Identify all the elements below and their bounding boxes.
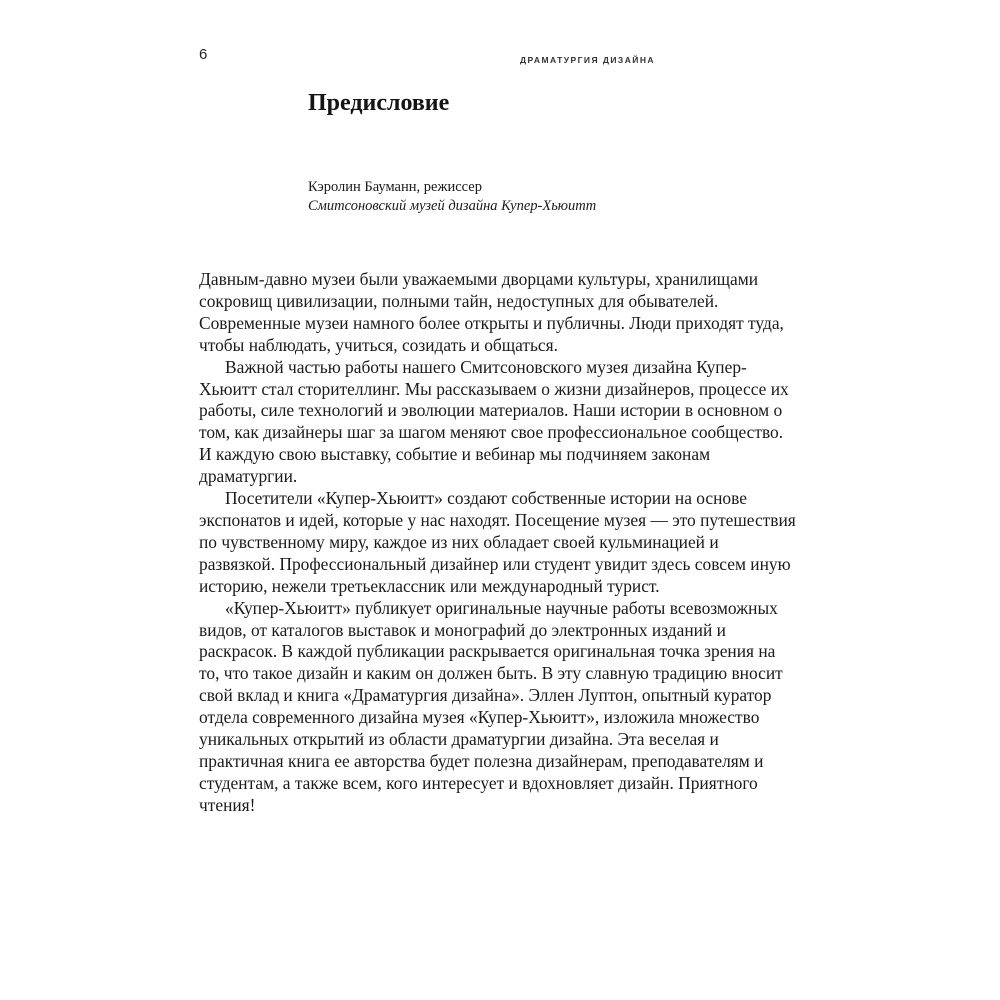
- running-head: ДРАМАТУРГИЯ ДИЗАЙНА: [520, 55, 656, 65]
- page-number: 6: [199, 46, 208, 63]
- byline-affiliation: Смитсоновский музей дизайна Купер-Хьюитт: [308, 198, 597, 214]
- body-text: [199, 269, 799, 817]
- body-paragraph: Важной частью работы нашего Смитсоновского музея дизайна Купер-Хьюитт стал сторителлинг. Мы рассказываем о жизни дизайнеров, процессе их работы, силе технологий и эволюции материалов. Наши истории в основном о том, как дизайнеры шаг за шагом меняют свое профессиональное сообщество. И каждую свою выставку, событие и вебинар мы подчиняем законам драматургии.: [199, 356, 789, 487]
- body-paragraph: Посетители «Купер-Хьюитт» создают собственные истории на основе экспонатов и идей, которые у нас находят. Посещение музея — это путешествия по чувственному миру, каждое из них обладает своей кульминацией и развязкой. Профессиональный дизайнер или студент увидит здесь совсем иную историю, нежели третьеклассник или международный турист.: [199, 488, 796, 596]
- byline-author: Кэролин Бауманн, режиссер: [308, 179, 482, 195]
- page-title: Предисловие: [308, 90, 450, 117]
- byline: [308, 178, 728, 216]
- body-paragraph: Давным-давно музеи были уважаемыми дворцами культуры, хранилищами сокровищ цивилизации, полными тайн, недоступных для обывателей. Современные музеи намного более открыты и публичны. Люди приходят туда, чтобы наблюдать, учиться, созидать и общаться.: [199, 269, 784, 355]
- body-paragraph: «Купер-Хьюитт» публикует оригинальные научные работы всевозможных видов, от каталогов выставок и монографий до электронных изданий и раскрасок. В каждой публикации раскрывается оригинальная точка зрения на то, что такое дизайн и каким он должен быть. В эту славную традицию вносит свой вклад и книга «Драматургия дизайна». Эллен Луптон, опытный куратор отдела современного дизайна музея «Купер-Хьюитт», изложила множество уникальных открытий из области драматургии дизайна. Эта веселая и практичная книга ее авторства будет полезна дизайнерам, преподавателям и студентам, а также всем, кого интересует и вдохновляет дизайн. Приятного чтения!: [199, 597, 783, 815]
